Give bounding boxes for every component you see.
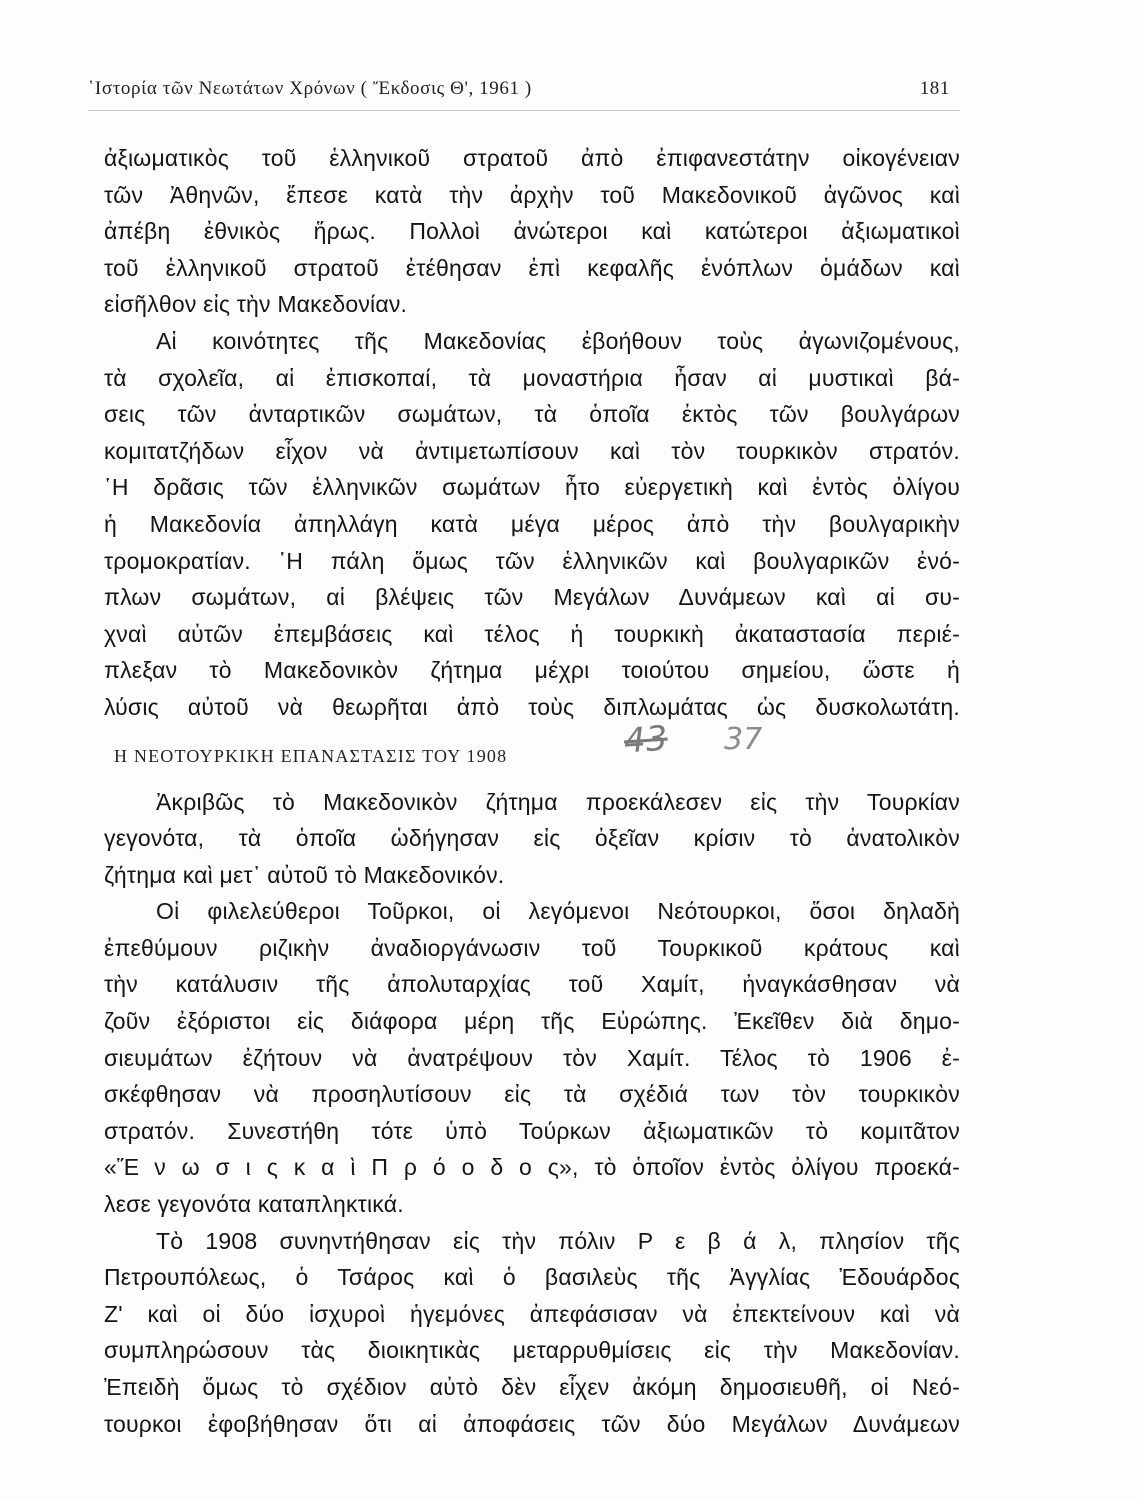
text-line: πλεξαν τὸ Μακεδονικὸν ζήτημα μέχρι τοιούτου σημείου, ὥστε ἡ (104, 657, 960, 684)
text-line: ζοῦν ἐξόριστοι εἰς διάφορα μέρη τῆς Εὐρώπης. Ἐκεῖθεν διὰ δημο- (104, 1008, 960, 1035)
text-line: σιευμάτων ἐζήτουν νὰ ἀνατρέψουν τὸν Χαμίτ. Τέλος τὸ 1906 ἐ- (104, 1044, 960, 1071)
text-line: πλων σωμάτων, αἱ βλέψεις τῶν Μεγάλων Δυνάμεων καὶ αἱ συ- (104, 584, 960, 611)
text-line: Πετρουπόλεως, ὁ Τσάρος καὶ ὁ βασιλεὺς τῆς Ἀγγλίας Ἐδουάρδος (104, 1264, 960, 1291)
text-line: λεσε γεγονότα καταπληκτικά. (104, 1191, 404, 1218)
text-line: σκέφθησαν νὰ προσηλυτίσουν εἰς τὰ σχέδιά των τὸν τουρκικὸν (104, 1081, 960, 1108)
text-line: στρατόν. Συνεστήθη τότε ὑπὸ Τούρκων ἀξιωματικῶν τὸ κομιτᾶτον (104, 1117, 960, 1144)
text-line: τουρκοι ἐφοβήθησαν ὅτι αἱ ἀποφάσεις τῶν δύο Μεγάλων Δυνάμεων (104, 1410, 960, 1437)
text-line: τοῦ ἑλληνικοῦ στρατοῦ ἐτέθησαν ἐπὶ κεφαλῆς ἐνόπλων ὁμάδων καὶ (104, 254, 960, 281)
text-line: τὰ σχολεῖα, αἱ ἐπισκοπαί, τὰ μοναστήρια ἦσαν αἱ μυστικαὶ βά- (104, 364, 960, 391)
text-line: τῶν Ἀθηνῶν, ἔπεσε κατὰ τὴν ἀρχὴν τοῦ Μακεδονικοῦ ἀγῶνος καὶ (104, 181, 960, 208)
paragraph-3 (104, 784, 960, 894)
text-line: «Ἕ ν ω σ ι ς κ α ὶ Π ρ ό ο δ ο ς», τὸ ὁποῖον ἐντὸς ὀλίγου προεκά- (104, 1154, 960, 1181)
text-line: λύσις αὐτοῦ νὰ θεωρῆται ἀπὸ τοὺς διπλωμάτας ὡς δυσκολωτάτη. (104, 693, 960, 720)
paragraph-4 (104, 893, 960, 1222)
text-line: ζήτημα καὶ μετ᾽ αὐτοῦ τὸ Μακεδονικόν. (104, 861, 505, 888)
section-heading-row (104, 718, 960, 778)
text-line: Τὸ 1908 συνηντήθησαν εἰς τὴν πόλιν Ρ ε β ά λ, πλησίον τῆς (156, 1227, 960, 1254)
text-line: ἡ Μακεδονία ἀπηλλάγη κατὰ μέγα μέρος ἀπὸ τὴν βουλγαρικὴν (104, 510, 960, 537)
paragraph-2 (104, 323, 960, 726)
text-line: τὴν κατάλυσιν τῆς ἀπολυταρχίας τοῦ Χαμίτ, ἠναγκάσθησαν νὰ (104, 971, 960, 998)
text-line: κομιτατζήδων εἶχον νὰ ἀντιμετωπίσουν καὶ τὸν τουρκικὸν στρατόν. (104, 437, 960, 464)
header-rule (88, 110, 960, 111)
text-line: Αἱ κοινότητες τῆς Μακεδονίας ἐβοήθουν τοὺς ἀγωνιζομένους, (156, 327, 960, 354)
running-title: ῾Ιστορία τῶν Νεωτάτων Χρόνων ( Ἔκδοσις Θ', 1961 ) (88, 78, 532, 99)
text-line: χναὶ αὐτῶν ἐπεμβάσεις καὶ τέλος ἡ τουρκικὴ ἀκαταστασία περιέ- (104, 620, 960, 647)
pencil-annotation: 43 (622, 718, 669, 761)
paragraph-1 (104, 140, 960, 323)
pencil-annotation: 37 (724, 721, 763, 757)
text-line: εἰσῆλθον εἰς τὴν Μακεδονίαν. (104, 291, 408, 318)
text-line: ἀπέβη ἐθνικὸς ἥρως. Πολλοὶ ἀνώτεροι καὶ κατώτεροι ἀξιωματικοὶ (104, 218, 960, 245)
text-line: Ἀκριβῶς τὸ Μακεδονικὸν ζήτημα προεκάλεσεν εἰς τὴν Τουρκίαν (156, 788, 960, 815)
paragraph-5 (104, 1223, 960, 1443)
text-line: ῾Η δρᾶσις τῶν ἑλληνικῶν σωμάτων ἦτο εὐεργετικὴ καὶ ἐντὸς ὀλίγου (104, 474, 960, 501)
running-header (88, 72, 950, 108)
text-line: ἐπεθύμουν ριζικὴν ἀναδιοργάνωσιν τοῦ Τουρκικοῦ κράτους καὶ (104, 934, 960, 961)
text-line: Ἐπειδὴ ὅμως τὸ σχέδιον αὐτὸ δὲν εἶχεν ἀκόμη δημοσιευθῆ, οἱ Νεό- (104, 1374, 960, 1400)
text-line: Ζ' καὶ οἱ δύο ἰσχυροὶ ἡγεμόνες ἀπεφάσισαν νὰ ἐπεκτείνουν καὶ νὰ (104, 1300, 960, 1327)
text-line: γεγονότα, τὰ ὁποῖα ὡδήγησαν εἰς ὀξεῖαν κρίσιν τὸ ἀνατολικὸν (104, 825, 960, 852)
text-line: ἀξιωματικὸς τοῦ ἑλληνικοῦ στρατοῦ ἀπὸ ἐπιφανεστάτην οἰκογένειαν (104, 145, 960, 171)
body-text (104, 140, 960, 1442)
text-line: τρομοκρατίαν. ῾Η πάλη ὅμως τῶν ἑλληνικῶν καὶ βουλγαρικῶν ἐνό- (104, 547, 960, 574)
text-line: συμπληρώσουν τὰς διοικητικὰς μεταρρυθμίσεις εἰς τὴν Μακεδονίαν. (104, 1337, 960, 1364)
page-number: 181 (919, 78, 950, 99)
text-line: Οἱ φιλελεύθεροι Τοῦρκοι, οἱ λεγόμενοι Νεότουρκοι, ὅσοι δηλαδὴ (156, 898, 960, 925)
section-heading: Η ΝΕΟΤΟΥΡΚΙΚΗ ΕΠΑΝΑΣΤΑΣΙΣ ΤΟΥ 1908 (114, 745, 508, 766)
text-line: σεις τῶν ἀνταρτικῶν σωμάτων, τὰ ὁποῖα ἐκτὸς τῶν βουλγάρων (104, 401, 960, 428)
